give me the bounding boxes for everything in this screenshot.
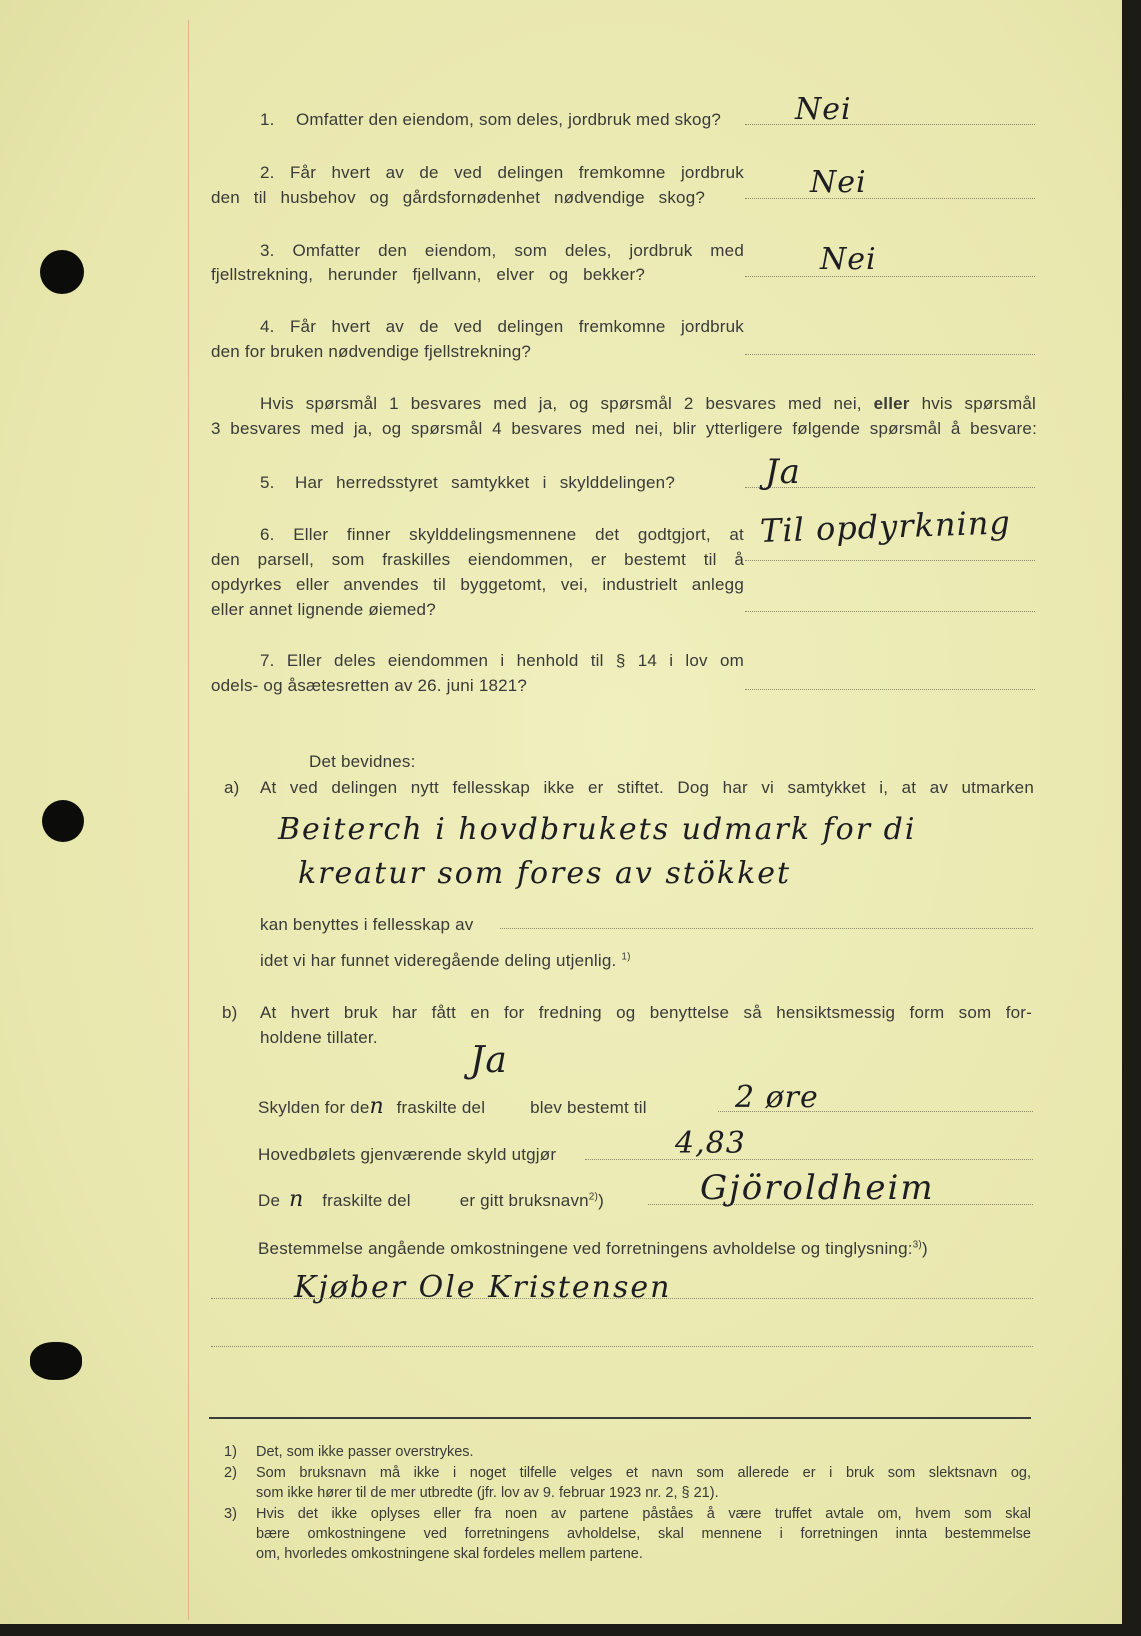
answer-line-6b (745, 611, 1035, 612)
shared-use-label: kan benyttes i fellesskap av (260, 915, 474, 934)
answer-5: Ja (765, 452, 801, 492)
answer-3: Nei (820, 242, 877, 277)
answer-line-3 (745, 276, 1035, 277)
footnote-2-text: Som bruksnavn må ikke i noget tilfelle velges et navn som allerede er i bruk som slektsnavn og, som ikke hører til de mer utbredte (jfr. lov av 9. februar 1923 nr. 2, § 21). (256, 1465, 1031, 1501)
question-1-text: Omfatter den eiendom, som deles, jordbruk med skog? (296, 110, 722, 129)
bestemmelse-line-2 (211, 1346, 1033, 1347)
finding-a-handwriting-1: Beiterch i hovdbrukets udmark for di (278, 812, 917, 847)
question-6-line2: den parsell, som fraskilles eiendommen, er bestemt til å (211, 550, 744, 569)
bestemmelse-label: Bestemmelse angående omkostningene ved forretningens avholdelse og tinglysning:$^{3)}$) (258, 1239, 928, 1258)
question-5-text: Har herredsstyret samtykket i skylddelingen? (295, 473, 675, 492)
footnote-1-text: Det, som ikke passer overstrykes. (256, 1444, 474, 1460)
answer-2: Nei (810, 165, 867, 200)
bestemmelse-line-1 (211, 1298, 1033, 1299)
condition-line2: 3 besvares med ja, og spørsmål 4 besvares med nei, blir ytterligere følgende spørsmål å besvare: (211, 419, 1037, 438)
finding-a-handwriting-2: kreatur som fores av stökket (298, 856, 792, 891)
question-3-line2: fjellstrekning, herunder fjellvann, elver og bekker? (211, 265, 645, 284)
finding-a-text: At ved delingen nytt fellesskap ikke er stiftet. Dog har vi samtykket i, at av utmarken (260, 778, 1034, 797)
hovedbol-label: Hovedbølets gjenværende skyld utgjør (258, 1145, 557, 1164)
footnote-2-mark: 2) (224, 1465, 237, 1481)
punch-hole-top (40, 250, 84, 294)
skyld-label: Skylden for den fraskilte del blev bestemt til (258, 1094, 647, 1119)
question-7-line2: odels- og åsætesretten av 26. juni 1821? (211, 676, 528, 695)
punch-hole-middle (42, 800, 84, 842)
skyld-value: 2 øre (735, 1080, 819, 1115)
finding-b-answer: Ja (470, 1040, 508, 1081)
margin-line (188, 20, 189, 1620)
question-6-line4: eller annet lignende øiemed? (211, 600, 436, 619)
question-2-line2: den til husbehov og gårdsfornødenhet nødvendige skog? (211, 188, 705, 207)
finding-b-line2: holdene tillater. (260, 1028, 378, 1047)
answer-6: Til opdyrkning (759, 503, 1012, 550)
footnote-3-mark: 3) (224, 1506, 237, 1522)
footnote-1-mark: 1) (224, 1444, 237, 1460)
question-5-number: 5. (260, 473, 275, 492)
footnote-3-text: Hvis det ikke oplyses eller fra noen av partene påståes å være truffet avtale om, hvem som skal bære omkostningene ved forretningens avholdelse, skal mennene i forretningen innta bestemmelse om, hvorledes omkostningene skal fordeles mellem partene. (256, 1506, 1031, 1562)
bruksnavn-value: Gjöroldheim (700, 1168, 935, 1208)
bestemmelse-value: Kjøber Ole Kristensen (294, 1270, 672, 1305)
condition-line1: Hvis spørsmål 1 besvares med ja, og spørsmål 2 besvares med nei, eller hvis spørsmål (260, 394, 1036, 413)
question-1-number: 1. (260, 110, 275, 129)
punch-hole-bottom (30, 1342, 82, 1380)
finding-a-label: a) (224, 778, 240, 797)
shared-use-line (500, 928, 1033, 929)
footnote-rule (209, 1417, 1031, 1419)
question-4-line1: 4. Får hvert av de ved delingen fremkomne jordbruk (260, 317, 744, 336)
findings-heading: Det bevidnes: (309, 752, 416, 771)
answer-line-2 (745, 198, 1035, 199)
question-7-line1: 7. Eller deles eiendommen i henhold til § 14 i lov om (260, 651, 744, 670)
bruksnavn-label: De n fraskilte del er gitt bruksnavn$^{2)}$) (258, 1187, 604, 1212)
finding-b-line1: At hvert bruk har fått en for fredning og benyttelse så hensiktsmessig form som for- (260, 1003, 1032, 1022)
finding-b-label: b) (222, 1003, 238, 1022)
answer-line-6a (745, 560, 1035, 561)
deling-text: idet vi har funnet videregående deling utjenlig. $^{1)}$ (260, 951, 631, 970)
answer-line-1 (745, 124, 1035, 125)
question-2-line1: 2. Får hvert av de ved delingen fremkomne jordbruk (260, 163, 744, 182)
question-6-line3: opdyrkes eller anvendes til byggetomt, vei, industrielt anlegg (211, 575, 744, 594)
answer-line-4 (745, 354, 1035, 355)
answer-1: Nei (795, 92, 852, 127)
hovedbol-value: 4,83 (675, 1126, 746, 1161)
question-4-line2: den for bruken nødvendige fjellstrekning? (211, 342, 532, 361)
hovedbol-line (585, 1159, 1033, 1160)
answer-line-7 (745, 689, 1035, 690)
question-6-line1: 6. Eller finner skylddelingsmennene det godtgjort, at (260, 525, 744, 544)
question-3-line1: 3. Omfatter den eiendom, som deles, jordbruk med (260, 241, 744, 260)
